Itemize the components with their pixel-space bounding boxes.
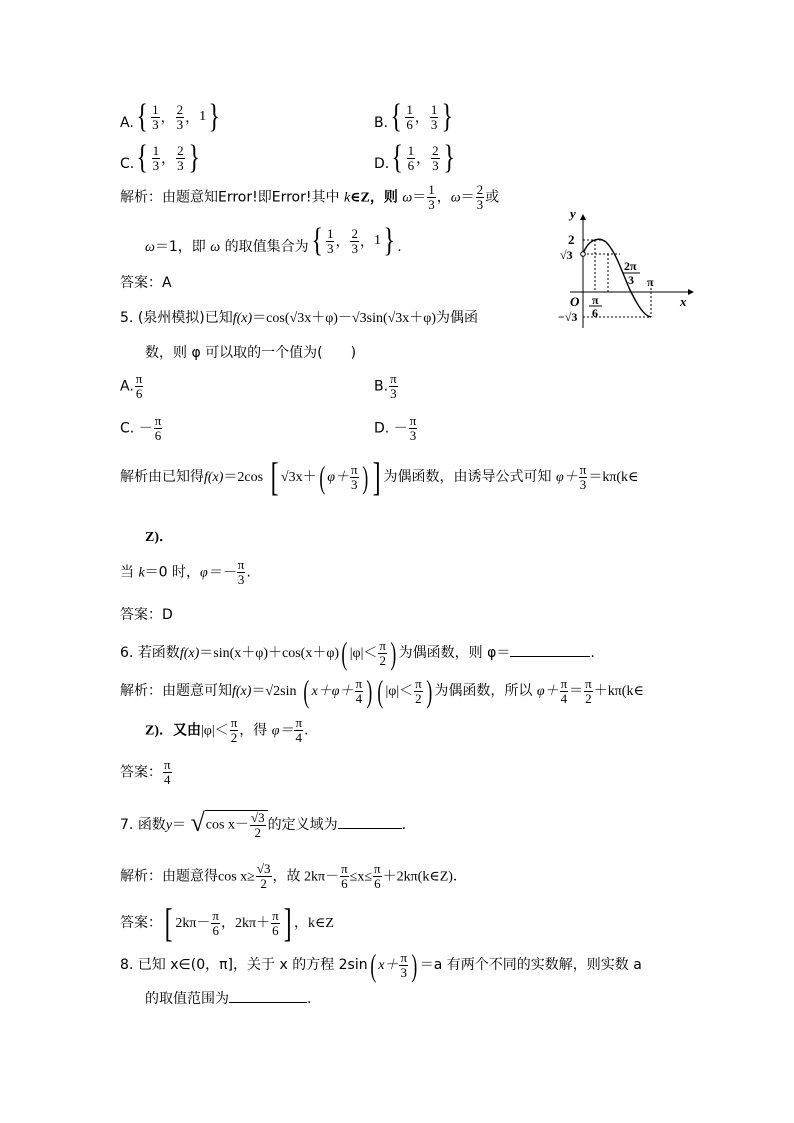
- svg-text:3: 3: [628, 273, 634, 287]
- q8-stem-line2: 的取值范围为 .: [145, 991, 312, 1007]
- q5-stem-line2: 数，则 φ 可以取的一个值为( ): [145, 345, 357, 361]
- svg-text:π: π: [592, 293, 599, 307]
- q5-option-d[interactable]: D. － $\frac{\pi}{3}$: [374, 413, 417, 443]
- svg-text:2: 2: [568, 232, 575, 247]
- q6-stem: 6. 若函数f(x)＝sin(x＋φ)＋cos(x＋φ)( |φ|＜ $\frac{\pi}{2}$ ) 为偶函数，则 φ＝ .: [120, 635, 595, 671]
- q7-answer: 答案：[ 2kπ－ $\frac{\pi}{6}$ ，2kπ＋ $\frac{\pi}{6}$ ] ，k∈Z: [120, 900, 334, 945]
- q7-solution: 解析：由题意得cos x≥ $\frac{√3}{2}$ ，故 2kπ－ $\frac{\pi}{6}$ ≤x≤ $\frac{\pi}{6}$ ＋2kπ(k∈Z)．: [120, 861, 467, 891]
- q5-option-a[interactable]: A. $\frac{\pi}{6}$: [120, 371, 143, 401]
- answer-blank[interactable]: [338, 828, 402, 829]
- svg-text:2π: 2π: [624, 259, 637, 273]
- option-label: B.: [374, 115, 389, 131]
- answer-blank[interactable]: [229, 1002, 307, 1003]
- q5-stem-line1: 5. (泉州模拟)已知f(x)＝cos(√3x＋φ)－√3sin(√3x＋φ)为偶函: [120, 310, 479, 326]
- q4-option-b[interactable]: B. { $\frac{1}{6}$ ， $\frac{1}{3}$ }: [374, 98, 454, 135]
- q5-solution-line2: Z)．: [145, 530, 173, 545]
- option-label: D.: [374, 156, 390, 172]
- q5-solution-line1: 解析由已知得f(x)＝2cos [ √3x＋( φ＋ $\frac{\pi}{3}$ ) ] 为偶函数，由诱导公式可知 φ＋ $\frac{\pi}{3}$ ＝kπ(k∈: [120, 454, 639, 499]
- svg-text:6: 6: [592, 306, 598, 320]
- q4-answer: 答案：A: [120, 275, 172, 291]
- q4-option-d[interactable]: D. { $\frac{1}{6}$ ， $\frac{2}{3}$ }: [374, 139, 455, 176]
- q5-answer: 答案：D: [120, 607, 173, 623]
- option-label: A.: [120, 115, 134, 131]
- q6-answer: 答案： $\frac{\pi}{4}$: [120, 757, 171, 787]
- option-label: C.: [120, 156, 135, 172]
- q4-solution-line2: ω＝1，即 ω 的取值集合为 { $\frac{1}{3}$ ， $\frac{2}{3}$ ， 1 } .: [145, 222, 402, 259]
- q5-option-c[interactable]: C. － $\frac{\pi}{6}$: [120, 413, 162, 443]
- x-axis-label: x: [680, 294, 687, 309]
- q6-solution-line1: 解析：由题意可知f(x)＝√2sin ( x＋φ＋ $\frac{\pi}{4}$ ) ( |φ|＜ $\frac{\pi}{2}$ ) 为偶函数，所以 φ＋ $\frac{\pi}{4}$ ＝ $\frac{\pi}{2}$ ＋kπ(k∈: [120, 673, 644, 709]
- q5-solution-line3: 当 k＝0 时，φ＝－ $\frac{\pi}{3}$ .: [120, 557, 251, 587]
- svg-text:−√3: −√3: [558, 310, 578, 324]
- svg-text:√3: √3: [560, 248, 573, 262]
- function-graph: [540, 200, 700, 340]
- q6-solution-line2: Z)．又由|φ|＜ $\frac{\pi}{2}$ ，得 φ＝ $\frac{\pi}{4}$ .: [145, 715, 309, 745]
- start-point: [581, 252, 586, 257]
- q4-option-a[interactable]: A. { $\frac{1}{3}$ ， $\frac{2}{3}$ ， 1 }: [120, 98, 220, 135]
- svg-text:π: π: [647, 275, 654, 289]
- origin-label: O: [570, 294, 580, 309]
- y-axis-label: y: [570, 206, 576, 221]
- x-axis-arrow: [688, 289, 694, 295]
- q7-stem: 7. 函数y＝ √ cos x－ $\frac{√3}{2}$ 的定义域为 .: [120, 808, 407, 840]
- q4-option-c[interactable]: C. { $\frac{1}{3}$ ， $\frac{2}{3}$ }: [120, 139, 200, 176]
- q8-stem-line1: 8. 已知 x∈(0，π]，关于 x 的方程 2sin( x＋ $\frac{\pi}{3}$ ) ＝a 有两个不同的实数解，则实数 a: [120, 947, 642, 983]
- q5-option-b[interactable]: B. $\frac{\pi}{3}$: [374, 371, 397, 401]
- y-axis-arrow: [580, 214, 586, 220]
- answer-blank[interactable]: [510, 656, 590, 657]
- q4-solution-line1: 解析：由题意知Error!即Error!其中 k∈Z，则 ω＝ $\frac{1}{3}$ ，ω＝ $\frac{2}{3}$ 或: [120, 182, 500, 212]
